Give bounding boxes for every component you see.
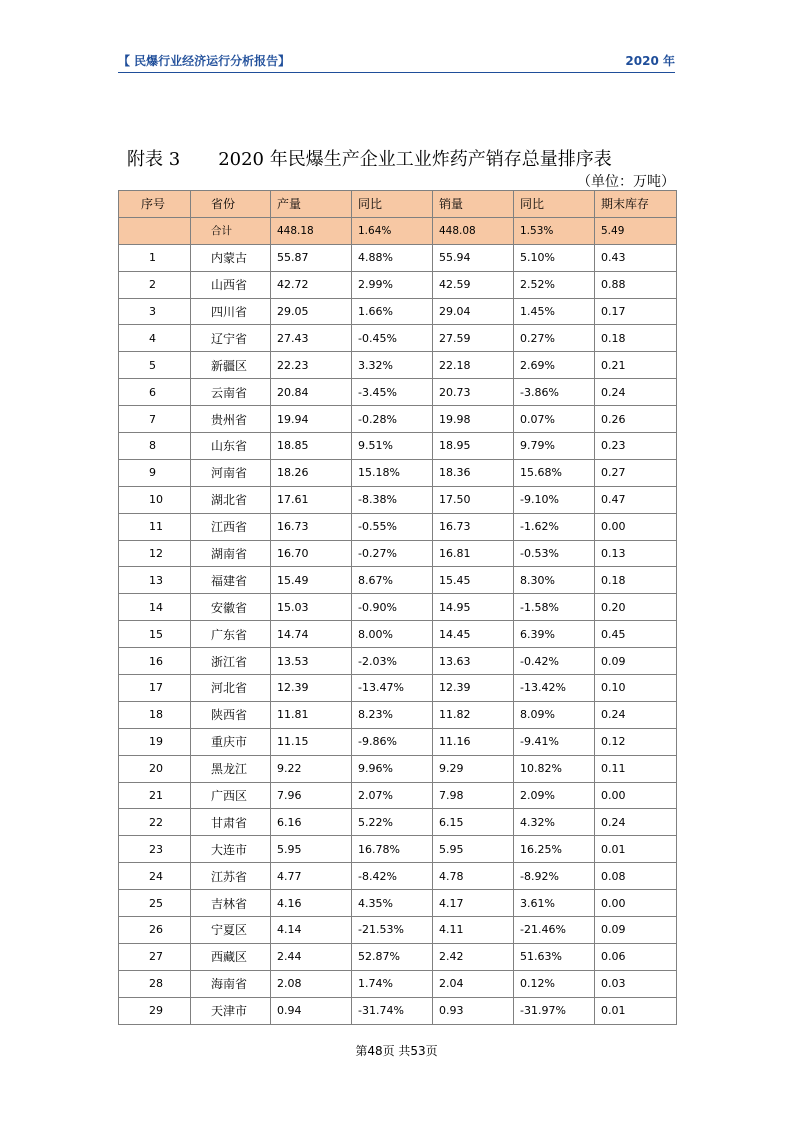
row-index: 1 <box>119 244 191 271</box>
row-province: 江苏省 <box>191 863 271 890</box>
report-title: 【 民爆行业经济运行分析报告】 <box>118 54 291 68</box>
row-production-yoy: 2.07% <box>352 782 433 809</box>
table-row <box>119 890 677 917</box>
row-sales-yoy: 9.79% <box>514 433 595 460</box>
table-row <box>119 513 677 540</box>
row-production: 22.23 <box>271 352 352 379</box>
table-row <box>119 701 677 728</box>
row-inventory: 0.12 <box>595 728 677 755</box>
row-production-yoy: 1.74% <box>352 970 433 997</box>
row-sales: 55.94 <box>433 244 514 271</box>
row-inventory: 0.08 <box>595 863 677 890</box>
row-production-yoy: -0.45% <box>352 325 433 352</box>
row-sales: 22.18 <box>433 352 514 379</box>
row-index: 24 <box>119 863 191 890</box>
row-sales: 13.63 <box>433 648 514 675</box>
row-production: 11.15 <box>271 728 352 755</box>
row-production-yoy: 8.00% <box>352 621 433 648</box>
row-sales-yoy: 15.68% <box>514 459 595 486</box>
row-production-yoy: 9.96% <box>352 755 433 782</box>
row-sales-yoy: 1.45% <box>514 298 595 325</box>
table-row <box>119 433 677 460</box>
table-row <box>119 406 677 433</box>
row-inventory: 0.23 <box>595 433 677 460</box>
row-province: 西藏区 <box>191 943 271 970</box>
row-production: 6.16 <box>271 809 352 836</box>
row-index: 16 <box>119 648 191 675</box>
row-province: 浙江省 <box>191 648 271 675</box>
row-index: 6 <box>119 379 191 406</box>
table-row <box>119 755 677 782</box>
row-production: 27.43 <box>271 325 352 352</box>
table-row <box>119 486 677 513</box>
row-production: 12.39 <box>271 675 352 702</box>
row-province: 四川省 <box>191 298 271 325</box>
row-sales-yoy: -1.62% <box>514 513 595 540</box>
row-production: 16.73 <box>271 513 352 540</box>
table-row <box>119 782 677 809</box>
row-inventory: 0.01 <box>595 836 677 863</box>
row-sales: 5.95 <box>433 836 514 863</box>
row-production: 14.74 <box>271 621 352 648</box>
total-label: 合计 <box>191 217 271 244</box>
row-production-yoy: 1.66% <box>352 298 433 325</box>
col-header-province: 省份 <box>191 191 271 218</box>
row-production: 7.96 <box>271 782 352 809</box>
row-production-yoy: 15.18% <box>352 459 433 486</box>
row-index: 25 <box>119 890 191 917</box>
col-header-inventory: 期末库存 <box>595 191 677 218</box>
row-index: 20 <box>119 755 191 782</box>
row-production: 4.77 <box>271 863 352 890</box>
row-inventory: 0.88 <box>595 271 677 298</box>
row-sales-yoy: 0.12% <box>514 970 595 997</box>
row-province: 甘肃省 <box>191 809 271 836</box>
row-production: 11.81 <box>271 701 352 728</box>
table-label: 附表 3 <box>127 149 181 170</box>
row-inventory: 0.24 <box>595 809 677 836</box>
row-production: 42.72 <box>271 271 352 298</box>
row-sales: 2.04 <box>433 970 514 997</box>
row-production: 15.03 <box>271 594 352 621</box>
row-inventory: 0.06 <box>595 943 677 970</box>
row-production-yoy: 16.78% <box>352 836 433 863</box>
row-sales: 17.50 <box>433 486 514 513</box>
col-header-production: 产量 <box>271 191 352 218</box>
row-province: 大连市 <box>191 836 271 863</box>
row-inventory: 0.21 <box>595 352 677 379</box>
row-sales-yoy: -3.86% <box>514 379 595 406</box>
row-production: 16.70 <box>271 540 352 567</box>
row-sales-yoy: 8.30% <box>514 567 595 594</box>
row-sales-yoy: -9.10% <box>514 486 595 513</box>
unit-note: （单位：万吨） <box>577 174 675 190</box>
row-production: 2.44 <box>271 943 352 970</box>
row-province: 广西区 <box>191 782 271 809</box>
page-footer: 第48页 共53页 <box>355 1044 438 1058</box>
row-production-yoy: 8.67% <box>352 567 433 594</box>
row-province: 黑龙江 <box>191 755 271 782</box>
table-row <box>119 970 677 997</box>
table-row <box>119 244 677 271</box>
row-sales: 20.73 <box>433 379 514 406</box>
row-inventory: 0.00 <box>595 513 677 540</box>
row-sales: 42.59 <box>433 271 514 298</box>
row-inventory: 0.10 <box>595 675 677 702</box>
row-sales: 12.39 <box>433 675 514 702</box>
row-sales: 11.16 <box>433 728 514 755</box>
row-inventory: 0.26 <box>595 406 677 433</box>
table-row <box>119 540 677 567</box>
row-sales-yoy: 2.09% <box>514 782 595 809</box>
row-index: 4 <box>119 325 191 352</box>
row-index: 8 <box>119 433 191 460</box>
row-province: 湖南省 <box>191 540 271 567</box>
col-header-sales: 销量 <box>433 191 514 218</box>
row-production-yoy: 2.99% <box>352 271 433 298</box>
row-sales: 18.36 <box>433 459 514 486</box>
row-sales-yoy: -1.58% <box>514 594 595 621</box>
row-inventory: 0.00 <box>595 890 677 917</box>
row-province: 天津市 <box>191 997 271 1024</box>
table-row <box>119 594 677 621</box>
row-sales: 19.98 <box>433 406 514 433</box>
row-production-yoy: -2.03% <box>352 648 433 675</box>
ranking-table <box>118 190 677 1025</box>
total-production: 448.18 <box>271 217 352 244</box>
row-sales: 4.17 <box>433 890 514 917</box>
row-production-yoy: 52.87% <box>352 943 433 970</box>
row-inventory: 0.45 <box>595 621 677 648</box>
table-row <box>119 648 677 675</box>
row-province: 海南省 <box>191 970 271 997</box>
row-sales-yoy: 8.09% <box>514 701 595 728</box>
row-index: 22 <box>119 809 191 836</box>
row-production-yoy: -31.74% <box>352 997 433 1024</box>
row-sales-yoy: 6.39% <box>514 621 595 648</box>
table-title-text: 2020 年民爆生产企业工业炸药产销存总量排序表 <box>218 149 612 170</box>
row-production-yoy: 9.51% <box>352 433 433 460</box>
table-row <box>119 943 677 970</box>
row-sales-yoy: 16.25% <box>514 836 595 863</box>
table-row <box>119 271 677 298</box>
row-province: 内蒙古 <box>191 244 271 271</box>
row-sales: 7.98 <box>433 782 514 809</box>
row-inventory: 0.24 <box>595 379 677 406</box>
row-index: 21 <box>119 782 191 809</box>
row-index: 26 <box>119 917 191 944</box>
row-province: 山西省 <box>191 271 271 298</box>
row-province: 山东省 <box>191 433 271 460</box>
row-province: 安徽省 <box>191 594 271 621</box>
row-inventory: 0.09 <box>595 648 677 675</box>
col-header-production-yoy: 同比 <box>352 191 433 218</box>
row-sales-yoy: -0.42% <box>514 648 595 675</box>
row-sales-yoy: 0.07% <box>514 406 595 433</box>
row-sales-yoy: 5.10% <box>514 244 595 271</box>
row-sales-yoy: 4.32% <box>514 809 595 836</box>
total-inventory: 5.49 <box>595 217 677 244</box>
row-index: 11 <box>119 513 191 540</box>
total-index-cell <box>119 217 191 244</box>
row-production-yoy: -0.55% <box>352 513 433 540</box>
row-inventory: 0.13 <box>595 540 677 567</box>
row-sales: 27.59 <box>433 325 514 352</box>
row-province: 湖北省 <box>191 486 271 513</box>
row-sales-yoy: -9.41% <box>514 728 595 755</box>
table-row <box>119 863 677 890</box>
total-sales: 448.08 <box>433 217 514 244</box>
row-province: 江西省 <box>191 513 271 540</box>
row-production-yoy: -9.86% <box>352 728 433 755</box>
row-sales: 6.15 <box>433 809 514 836</box>
row-production: 5.95 <box>271 836 352 863</box>
row-production-yoy: -0.28% <box>352 406 433 433</box>
row-production-yoy: -21.53% <box>352 917 433 944</box>
row-inventory: 0.20 <box>595 594 677 621</box>
row-sales-yoy: 2.52% <box>514 271 595 298</box>
row-production-yoy: 5.22% <box>352 809 433 836</box>
table-row <box>119 621 677 648</box>
table-row <box>119 379 677 406</box>
row-index: 28 <box>119 970 191 997</box>
row-sales: 16.81 <box>433 540 514 567</box>
row-province: 辽宁省 <box>191 325 271 352</box>
row-production-yoy: -0.27% <box>352 540 433 567</box>
table-title <box>127 145 612 171</box>
row-inventory: 0.11 <box>595 755 677 782</box>
row-production: 19.94 <box>271 406 352 433</box>
row-inventory: 0.43 <box>595 244 677 271</box>
row-sales: 15.45 <box>433 567 514 594</box>
col-header-index: 序号 <box>119 191 191 218</box>
row-sales-yoy: 51.63% <box>514 943 595 970</box>
table-header-row <box>119 191 677 218</box>
row-index: 9 <box>119 459 191 486</box>
row-index: 15 <box>119 621 191 648</box>
row-sales-yoy: 2.69% <box>514 352 595 379</box>
row-sales-yoy: -0.53% <box>514 540 595 567</box>
row-province: 陕西省 <box>191 701 271 728</box>
row-sales: 29.04 <box>433 298 514 325</box>
total-sales-yoy: 1.53% <box>514 217 595 244</box>
row-sales: 4.78 <box>433 863 514 890</box>
row-inventory: 0.09 <box>595 917 677 944</box>
row-inventory: 0.03 <box>595 970 677 997</box>
row-province: 河北省 <box>191 675 271 702</box>
row-inventory: 0.17 <box>595 298 677 325</box>
row-production: 13.53 <box>271 648 352 675</box>
row-province: 宁夏区 <box>191 917 271 944</box>
row-index: 23 <box>119 836 191 863</box>
row-inventory: 0.18 <box>595 325 677 352</box>
table-row <box>119 728 677 755</box>
row-production: 17.61 <box>271 486 352 513</box>
total-production-yoy: 1.64% <box>352 217 433 244</box>
row-index: 17 <box>119 675 191 702</box>
row-sales: 4.11 <box>433 917 514 944</box>
row-index: 12 <box>119 540 191 567</box>
table-row <box>119 997 677 1024</box>
row-inventory: 0.24 <box>595 701 677 728</box>
row-index: 27 <box>119 943 191 970</box>
row-production-yoy: 8.23% <box>352 701 433 728</box>
row-index: 19 <box>119 728 191 755</box>
row-sales: 0.93 <box>433 997 514 1024</box>
row-inventory: 0.47 <box>595 486 677 513</box>
row-province: 福建省 <box>191 567 271 594</box>
row-province: 吉林省 <box>191 890 271 917</box>
col-header-sales-yoy: 同比 <box>514 191 595 218</box>
row-province: 贵州省 <box>191 406 271 433</box>
row-sales-yoy: -8.92% <box>514 863 595 890</box>
row-index: 5 <box>119 352 191 379</box>
table-row <box>119 836 677 863</box>
row-index: 10 <box>119 486 191 513</box>
table-row <box>119 567 677 594</box>
row-sales: 16.73 <box>433 513 514 540</box>
row-sales-yoy: 3.61% <box>514 890 595 917</box>
row-province: 云南省 <box>191 379 271 406</box>
table-row <box>119 352 677 379</box>
row-sales: 14.45 <box>433 621 514 648</box>
row-index: 14 <box>119 594 191 621</box>
row-index: 2 <box>119 271 191 298</box>
row-sales-yoy: 10.82% <box>514 755 595 782</box>
row-inventory: 0.18 <box>595 567 677 594</box>
row-production: 2.08 <box>271 970 352 997</box>
row-production-yoy: -8.42% <box>352 863 433 890</box>
row-production-yoy: -13.47% <box>352 675 433 702</box>
row-production: 18.26 <box>271 459 352 486</box>
row-sales: 11.82 <box>433 701 514 728</box>
row-production-yoy: -8.38% <box>352 486 433 513</box>
row-production-yoy: 4.35% <box>352 890 433 917</box>
row-province: 重庆市 <box>191 728 271 755</box>
row-production: 18.85 <box>271 433 352 460</box>
table-row <box>119 298 677 325</box>
row-production: 9.22 <box>271 755 352 782</box>
row-production-yoy: -3.45% <box>352 379 433 406</box>
row-index: 18 <box>119 701 191 728</box>
row-production: 0.94 <box>271 997 352 1024</box>
row-sales: 14.95 <box>433 594 514 621</box>
row-sales-yoy: 0.27% <box>514 325 595 352</box>
row-production: 4.16 <box>271 890 352 917</box>
row-index: 29 <box>119 997 191 1024</box>
header-divider <box>118 72 675 73</box>
row-province: 广东省 <box>191 621 271 648</box>
table-row <box>119 459 677 486</box>
table-row <box>119 809 677 836</box>
total-row <box>119 217 677 244</box>
row-sales: 18.95 <box>433 433 514 460</box>
row-production: 15.49 <box>271 567 352 594</box>
row-inventory: 0.27 <box>595 459 677 486</box>
row-province: 新疆区 <box>191 352 271 379</box>
row-sales-yoy: -21.46% <box>514 917 595 944</box>
row-production: 29.05 <box>271 298 352 325</box>
row-production-yoy: 4.88% <box>352 244 433 271</box>
row-sales-yoy: -13.42% <box>514 675 595 702</box>
row-production-yoy: -0.90% <box>352 594 433 621</box>
row-inventory: 0.01 <box>595 997 677 1024</box>
table-row <box>119 675 677 702</box>
row-sales: 2.42 <box>433 943 514 970</box>
row-inventory: 0.00 <box>595 782 677 809</box>
table-row <box>119 325 677 352</box>
row-production: 20.84 <box>271 379 352 406</box>
report-year: 2020 年 <box>625 54 675 68</box>
row-province: 河南省 <box>191 459 271 486</box>
page-header <box>118 52 675 70</box>
row-sales-yoy: -31.97% <box>514 997 595 1024</box>
row-index: 13 <box>119 567 191 594</box>
table-row <box>119 917 677 944</box>
row-production-yoy: 3.32% <box>352 352 433 379</box>
row-index: 3 <box>119 298 191 325</box>
row-production: 4.14 <box>271 917 352 944</box>
row-sales: 9.29 <box>433 755 514 782</box>
row-production: 55.87 <box>271 244 352 271</box>
row-index: 7 <box>119 406 191 433</box>
